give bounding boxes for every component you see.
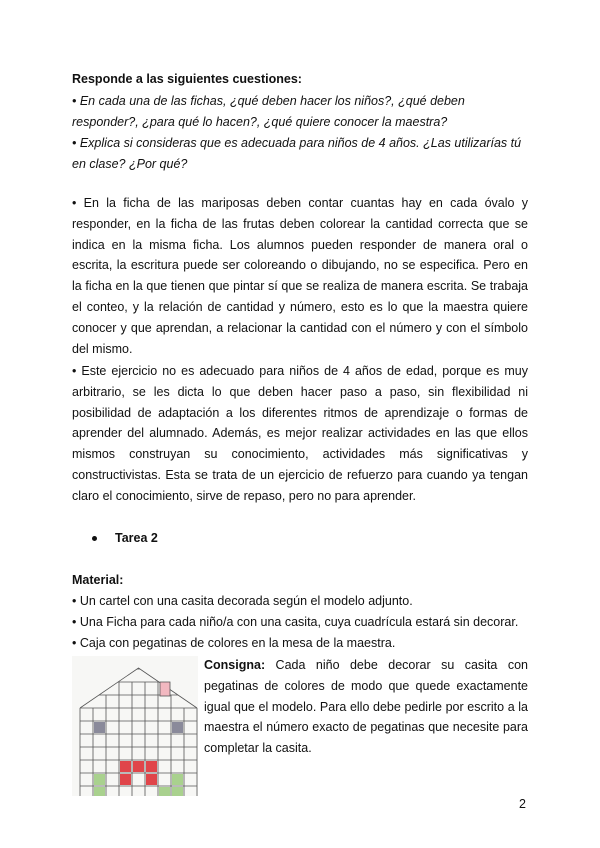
house-sticker-red [146,774,157,785]
task-2-label: Tarea 2 [115,531,158,545]
material-heading: Material: [72,573,124,587]
bullet-dot-icon [92,536,97,541]
house-sticker-green [94,787,105,796]
questions-heading: Responde a las siguientes cuestiones: [72,72,302,86]
consigna-paragraph [204,655,528,759]
house-sticker-green [94,774,105,785]
question-1: • En cada una de las fichas, ¿qué deben hacer los niños?, ¿qué deben responder?, ¿para qué lo hacen?, ¿qué quiere conocer la maestra? [72,94,465,129]
page-number: 2 [519,797,526,811]
house-sticker-red [133,761,144,772]
house-grid-icon [72,656,198,796]
answer-paragraph-1: • En la ficha de las mariposas deben contar cuantas hay en cada óvalo y responder, en la ficha de las frutas deben colorear la cantidad correcta que se indica en la misma ficha. Los alumnos pueden responder de manera oral o escrita, la escritura puede ser coloreando o dibujando, no se especifica. Pero en la ficha en la que tienen que pintar sí que se realiza de manera escrita. Se trabaja el conteo, y la relación de cantidad y número, esto es lo que la maestra quiere conocer y que aprendan, a relacionar la cantidad con el número y con el símbolo del mismo. [72,196,528,356]
material-item-1: • Un cartel con una casita decorada según el modelo adjunto. [72,594,413,608]
answer-paragraph-2: • Este ejercicio no es adecuado para niños de 4 años de edad, porque es muy arbitrario, se les dicta lo que deben hacer paso a paso, sin flexibilidad ni posibilidad de adaptación a los diferentes ritmos de aprendizaje o formas de aprender del alumnado. Además, es mejor realizar actividades en las que ellos mismos construyan su conocimiento, actividades más significativas y constructivistas. Esta se trata de un ejercicio de refuerzo para cuando ya tengan claro el conocimiento, sirve de repaso, pero no para aprender. [72,364,528,503]
consigna-label: Consigna: [204,658,266,672]
house-sticker-red [120,774,131,785]
house-sticker-green [172,774,183,785]
house-sticker-red [120,761,131,772]
question-2: • Explica si consideras que es adecuada para niños de 4 años. ¿Las utilizarías tú en clase? ¿Por qué? [72,136,522,171]
house-sticker-red [146,761,157,772]
house-sticker-green [172,787,183,796]
material-item-3: • Caja con pegatinas de colores en la mesa de la maestra. [72,636,396,650]
material-item-2: • Una Ficha para cada niño/a con una casita, cuya cuadrícula estará sin decorar. [72,615,519,629]
house-sticker-green [159,787,170,796]
house-sticker-gray [172,722,183,733]
task-2-item [92,531,158,545]
house-grid-figure [72,656,198,796]
house-sticker-gray [94,722,105,733]
consigna-text: Cada niño debe decorar su casita con pegatinas de colores de modo que quede exactamente igual que el modelo. Para ello debe pedirle por escrito a la maestra el número exacto de pegatinas que necesite para completar la casita. [204,658,528,756]
